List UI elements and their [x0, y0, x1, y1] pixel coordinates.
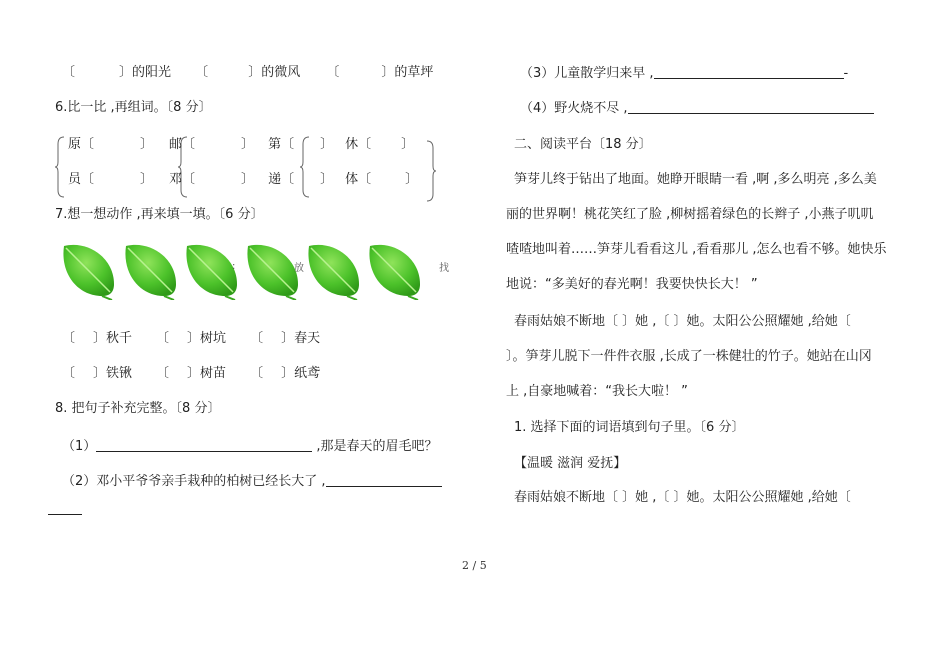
leaf-word-2: 放	[294, 263, 304, 274]
leaf-icon	[120, 240, 180, 300]
answer-blank[interactable]	[628, 99, 874, 114]
q7-row-1: 〔 〕秋千 〔 〕树坑 〔 〕春天	[62, 331, 321, 346]
page-number: 2 / 5	[462, 559, 487, 572]
passage-line: 〕。笋芽儿脱下一件件衣服 ,长成了一株健壮的竹子。她站在山冈	[506, 349, 872, 364]
passage-line: 春雨姑娘不断地〔 〕她 ,〔 〕她。太阳公公照耀她 ,给她〔	[514, 314, 851, 329]
brace-group-4	[426, 140, 436, 202]
answer-blank[interactable]	[654, 64, 844, 79]
q7-title: 7.想一想动作 ,再来填一填。〔6 分〕	[55, 207, 264, 222]
leaf-icon	[58, 240, 118, 300]
passage-line: 笋芽儿终于钻出了地面。她睁开眼睛一看 ,啊 ,多么明亮 ,多么美	[514, 172, 877, 187]
leaf-icon	[364, 240, 424, 300]
leaf-icon	[303, 240, 363, 300]
q8-item-1: （1） ,那是春天的眉毛吧？	[62, 439, 438, 454]
brace-group-1	[55, 136, 65, 198]
q6-title: 6.比一比 ,再组词。〔8 分〕	[55, 100, 212, 115]
question-1-title: 1. 选择下面的词语填到句子里。〔6 分〕	[514, 420, 745, 435]
q8-item-3: （3）儿童散学归来早 , -	[520, 66, 849, 81]
q8-item-2: （2）邓小平爷爷亲手栽种的柏树已经长大了 ,	[62, 472, 442, 491]
passage-line: 喳喳地叫着……笋芽儿看看这儿 ,看看那儿 ,怎么也看不够。她快乐	[506, 242, 887, 257]
leaf-icon	[242, 240, 302, 300]
q7-row-2: 〔 〕铁锹 〔 〕树苗 〔 〕纸鸢	[62, 366, 321, 381]
answer-blank[interactable]	[326, 472, 442, 487]
answer-blank-continued[interactable]	[48, 500, 82, 515]
answer-blank[interactable]	[96, 437, 312, 452]
q8-title: 8. 把句子补充完整。〔8 分〕	[55, 401, 221, 416]
top-row-blanks: 〔 〕的阳光 〔 〕的微风 〔 〕的草坪	[62, 65, 434, 80]
leaf-word-3: 找	[439, 263, 449, 274]
section-2-title: 二、阅读平台〔18 分〕	[514, 137, 652, 152]
question-1-sentence: 春雨姑娘不断地〔 〕她 ,〔 〕她。太阳公公照耀她 ,给她〔	[514, 490, 851, 505]
passage-line: 上 ,自豪地喊着：“我长大啦！ ”	[506, 384, 688, 399]
passage-line: 地说：“多美好的春光啊！我要快快长大！ ”	[506, 277, 758, 292]
q6-row-2: 员〔 〕 邓〔 〕 递〔 〕 体〔 〕	[68, 172, 419, 187]
leaf-word-1: :	[232, 261, 236, 272]
word-bank: 【温暖 滋润 爱抚】	[514, 456, 627, 471]
q6-row-1: 原〔 〕 邮〔 〕 第〔 〕 休〔 〕	[68, 137, 415, 152]
passage-line: 丽的世界啊！桃花笑红了脸 ,柳树摇着绿色的长辫子 ,小燕子叽叽	[506, 207, 874, 222]
q8-item-4: （4）野火烧不尽 ,	[520, 99, 874, 118]
